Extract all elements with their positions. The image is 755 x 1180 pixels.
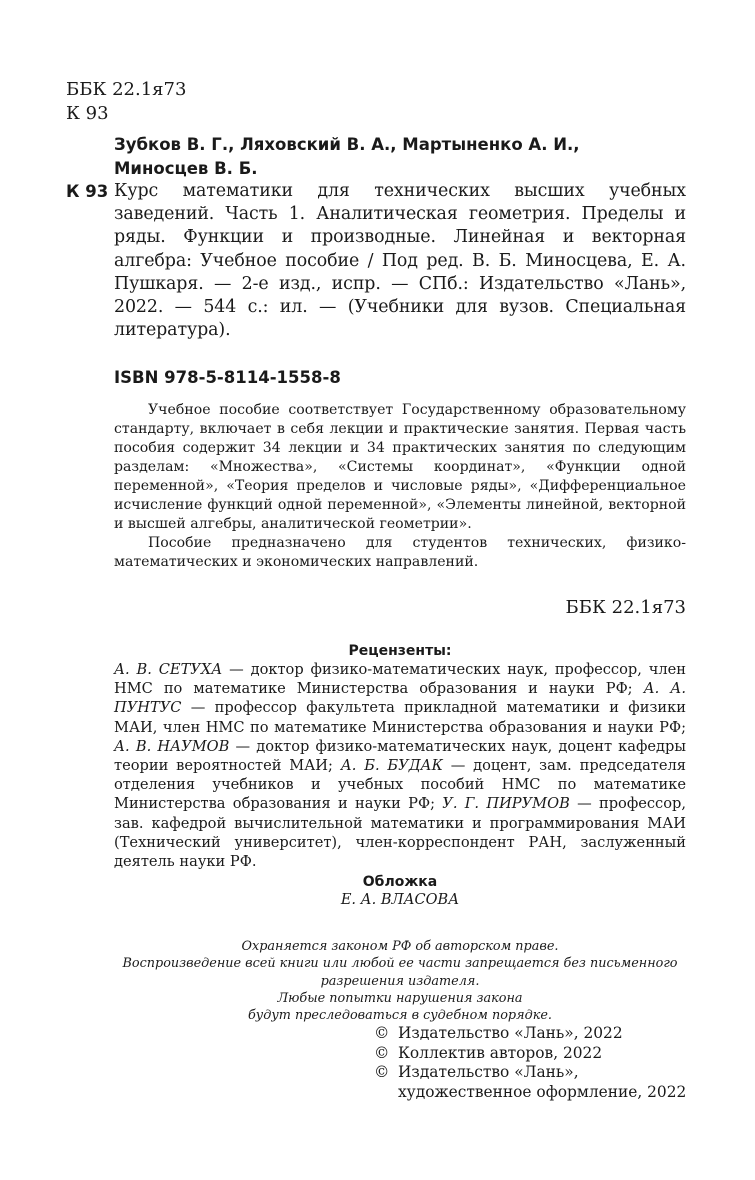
reviewer-name: У. Г. ПИРУМОВ <box>442 795 570 813</box>
reviewer-desc: — профессор факультета прикладной математики и физики МАИ, член НМС по математике Министерства образования и науки РФ; <box>114 699 686 736</box>
bbk-code-bottom: ББК 22.1я73 <box>565 597 686 618</box>
abstract-paragraph-2: Пособие предназначено для студентов технических, физико-математических и экономических направлений. <box>114 535 686 570</box>
copyright-notice <box>114 938 686 1024</box>
cover-artist: Е. А. ВЛАСОВА <box>340 892 460 908</box>
reviewer-name: А. Б. БУДАК <box>340 757 443 775</box>
copyright-lines <box>374 1024 704 1102</box>
copyright-text: Издательство «Лань», <box>398 1063 579 1081</box>
isbn: ISBN 978-5-8114-1558-8 <box>114 368 341 387</box>
copyright-row <box>374 1024 704 1044</box>
notice-line: Воспроизведение всей книги или любой ее части запрещается без письменного <box>122 956 678 972</box>
reviewer-name: А. В. СЕТУХА <box>114 661 223 678</box>
reviewer-desc: — доктор физико-математических наук, профессор, член НМС по математике Министерства образования и науки РФ; <box>114 661 686 698</box>
abstract-paragraph-1: Учебное пособие соответствует Государственному образовательному стандарту, включает в себя лекции и практические занятия. Первая часть пособия содержит 34 лекции и 34 практических занятия по следующим разделам: «Множества», «Системы координат», «Функции одной переменной», «Теория пределов и числовые ряды», «Дифференциальное исчисление функций одной переменной», «Элементы линейной, векторной и высшей алгебры, аналитической геометрии». <box>114 402 686 532</box>
reviewer-name: А. А. ПУНТУС <box>114 680 686 717</box>
notice-line: будут преследоваться в судебном порядке. <box>248 1008 552 1024</box>
copyright-text: Коллектив авторов, 2022 <box>398 1043 603 1062</box>
author-sign: К 93 <box>66 103 109 124</box>
copyright-icon: © <box>374 1043 390 1062</box>
notice-line: Любые попытки нарушения закона <box>277 990 523 1006</box>
copyright-row <box>374 1044 704 1064</box>
copyright-icon: © <box>374 1063 390 1081</box>
notice-line: Охраняется законом РФ об авторском праве. <box>241 939 559 954</box>
reviewers-list <box>114 660 686 871</box>
copyright-icon: © <box>374 1024 390 1042</box>
authors: Зубков В. Г., Ляховский В. А., Мартыненко А. И., Миносцев В. Б. <box>114 135 580 178</box>
reviewer-desc: — доктор физико-математических наук, доцент кафедры теории вероятностей МАИ; <box>114 737 687 775</box>
copyright-text: художественное оформление, 2022 <box>398 1082 687 1101</box>
reviewer-name: А. В. НАУМОВ <box>114 737 230 755</box>
abstract <box>114 401 686 572</box>
reviewer-desc: — профессор, зав. кафедрой вычислительной математики и программирования МАИ (Технический университет), член-корреспондент РАН, заслуженный деятель науки РФ. <box>114 795 686 871</box>
cover-title: Обложка <box>362 874 438 890</box>
copyright-text: Издательство «Лань», 2022 <box>398 1024 623 1042</box>
reviewer-desc: — доцент, зам. председателя отделения учебников и учебных пособий НМС по математике Министерства образования и науки РФ; <box>114 757 686 813</box>
bibliographic-description: Курс математики для технических высших учебных заведений. Часть 1. Аналитическая геометрия. Пределы и ряды. Функции и производные. Линейная и векторная алгебра: Учебное пособие / Под ред. В. Б. Миносцева, Е. А. Пушкаря. — 2-е изд., испр. — СПб.: Издательство «Лань», 2022. — 544 с.: ил. — (Учебники для вузов. Специальная литература). <box>114 181 686 341</box>
bbk-code: ББК 22.1я73 <box>66 79 187 100</box>
notice-line: разрешения издателя. <box>320 973 480 989</box>
reviewers-title: Рецензенты: <box>348 643 452 659</box>
author-sign-margin: К 93 <box>66 182 109 201</box>
copyright-row <box>374 1063 704 1102</box>
